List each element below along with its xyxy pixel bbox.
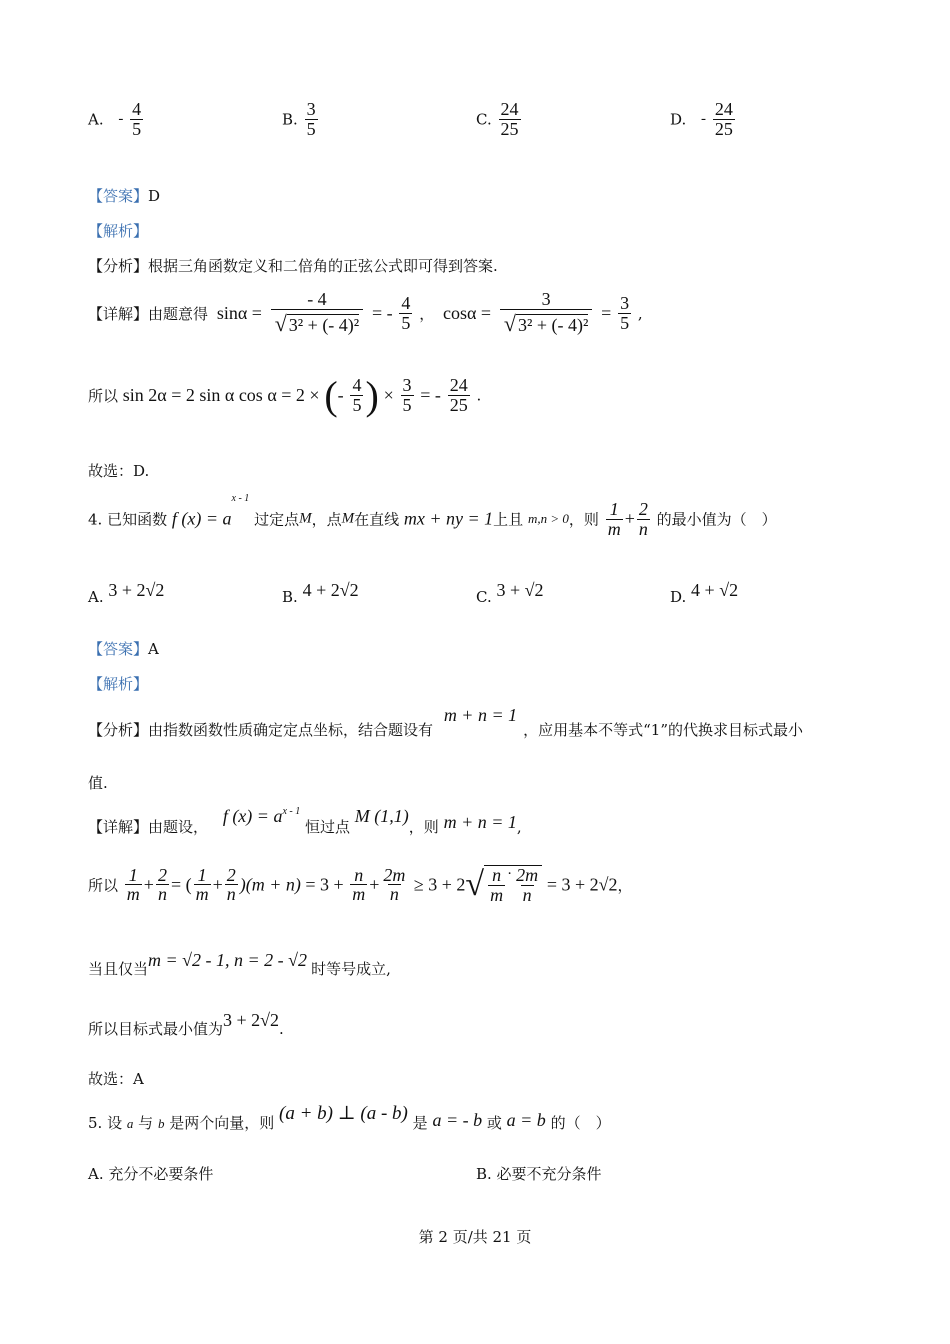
stem-mid3: 在直线 <box>354 510 400 529</box>
fenxi-text1: 由指数函数性质确定定点坐标，结合题设有 <box>148 721 434 739</box>
option-fraction: $\frac{24}{25}$ <box>500 99 519 139</box>
eq-paren: = ( <box>170 874 192 895</box>
eq3: = 3 + <box>300 874 349 895</box>
mid-fraction: $\frac{4}{5}$ <box>352 375 362 415</box>
option-label: C. <box>476 588 492 606</box>
comma: ， <box>617 876 633 895</box>
ineq-f4: $\frac{2}{n}$ <box>226 864 236 905</box>
stem-suffix: 的最小值为（ ） <box>656 510 777 529</box>
fenxi-tag: 【分析】 <box>88 257 149 275</box>
detail-mid2: ，则 <box>408 818 439 836</box>
option-fraction: $\frac{3}{5}$ <box>306 99 316 139</box>
suoyi: 所以 <box>88 387 119 405</box>
fenxi-text2: ，应用基本不等式“1”的代换求目标式最小 <box>523 721 803 739</box>
cos-fraction: $\frac{3}{\text{√ 3² + (- 4)²}}$ <box>500 290 593 337</box>
q5-stem <box>88 1102 611 1133</box>
perp-expr: (a + b) ⊥ (a - b) <box>279 1103 408 1124</box>
detail-eq: m + n = 1 <box>443 812 517 832</box>
line-eq: mx + ny = 1 <box>403 508 494 529</box>
min-text: 所以目标式最小值为 <box>88 1020 224 1038</box>
stem-prefix: 4. 已知函数 <box>88 510 168 529</box>
ineq-f6: $\frac{2m}{n}$ <box>383 864 406 905</box>
point-m: M <box>341 510 355 527</box>
q4-option-b <box>282 580 359 606</box>
q4-inequality <box>88 865 633 905</box>
option-label: D. <box>670 588 687 606</box>
ineq-f2: $\frac{2}{n}$ <box>157 864 167 905</box>
minus-sign: - <box>337 385 344 405</box>
comma: , <box>637 304 643 323</box>
option-label: B. <box>282 588 298 606</box>
q4-stem <box>88 493 777 538</box>
sin-fraction: $\frac{- 4}{\text{√ 3² + (- 4)²}}$ <box>271 290 364 337</box>
q3-fenxi <box>88 255 498 276</box>
sin-expr: sinα = <box>216 302 262 323</box>
stem-mid2: 是 <box>412 1114 428 1132</box>
stem-mid4: 上且 <box>493 510 524 529</box>
sin-result: $\frac{4}{5}$ <box>401 293 411 333</box>
frac2: $\frac{2}{n}$ <box>638 498 648 539</box>
q4-conclusion: 故选：A <box>88 1070 144 1088</box>
ineq-f5: $\frac{n}{m}$ <box>352 864 366 905</box>
q5-option-a: A. 充分不必要条件 <box>88 1165 214 1183</box>
cos-eq: = <box>601 302 612 323</box>
dang-tail: 时等号成立, <box>311 960 391 978</box>
option-fraction: $\frac{24}{25}$ <box>714 99 733 139</box>
detail-fx: f (x) = a <box>222 806 283 826</box>
period: . <box>279 1020 284 1038</box>
detail-point: M (1,1) <box>354 806 409 826</box>
option-value: 4 + √2 <box>691 580 739 600</box>
detail-text: 由题意得 <box>148 304 209 323</box>
vec-b: b <box>157 1116 165 1131</box>
q5-option-b: B. 必要不充分条件 <box>476 1165 602 1183</box>
fenxi-text: 根据三角函数定义和二倍角的正弦公式即可得到答案. <box>148 257 498 275</box>
sqrt-sign: √ <box>465 865 485 903</box>
q3-analysis-tag: 【解析】 <box>88 222 149 240</box>
q3-conclusion: 故选：D. <box>88 462 150 480</box>
option-value: 3 + √2 <box>496 580 544 600</box>
stem-mid2: ，点 <box>311 510 342 529</box>
line3-tail: = 3 + 2√2 <box>546 874 618 895</box>
q3-option-b <box>282 100 320 139</box>
sin-eq: = - <box>371 302 393 323</box>
cond2: a = b <box>506 1110 546 1130</box>
answer-value: D <box>148 187 161 205</box>
dang-expr: m = √2 - 1, n = 2 - √2 <box>148 950 308 970</box>
plus: + <box>212 874 223 895</box>
answer-tag: 【答案】 <box>88 187 149 205</box>
mn-paren: )(m + n) <box>239 874 301 895</box>
stem-mid5: ，则 <box>568 510 599 529</box>
sqrt-body: $\frac{n}{m}$ · $\frac{2m}{n}$ <box>484 865 542 905</box>
option-value: 3 + 2√2 <box>108 580 165 600</box>
fenxi-eq: m + n = 1 <box>443 705 518 725</box>
q4-dang <box>88 950 391 979</box>
q4-option-a <box>88 580 164 606</box>
option-label: A. <box>88 110 104 129</box>
detail-tag: 【详解】 <box>88 304 149 323</box>
q3-detail <box>88 290 643 337</box>
stem-suffix: 的（ ） <box>550 1114 611 1132</box>
stem-fx: f (x) = a <box>171 508 232 529</box>
huo: 或 <box>486 1114 502 1132</box>
q4-analysis-tag: 【解析】 <box>88 675 149 693</box>
dang: 当且仅当 <box>88 960 149 978</box>
stem-cond: m,n > 0 <box>527 511 569 526</box>
detail-tag: 【详解】 <box>88 818 149 836</box>
q3-answer <box>88 185 160 206</box>
frac1: $\frac{1}{m}$ <box>607 498 621 539</box>
answer-value: A <box>148 640 159 658</box>
q3-sin2-line <box>88 372 481 419</box>
q4-fenxi-line2: 值. <box>88 774 108 792</box>
geq: ≥ 3 + 2 <box>409 874 466 895</box>
q3-option-a <box>88 100 145 139</box>
stem-prefix: 5. 设 <box>88 1114 123 1132</box>
fenxi-tag: 【分析】 <box>88 721 149 739</box>
ineq-f3: $\frac{1}{m}$ <box>195 864 209 905</box>
right-paren: ) <box>365 373 379 418</box>
plus: + <box>369 874 380 895</box>
result-fraction: $\frac{24}{25}$ <box>449 375 468 415</box>
plus: + <box>624 508 635 529</box>
cos-result: $\frac{3}{5}$ <box>620 293 630 333</box>
plus: + <box>143 874 154 895</box>
option-label: D. <box>670 110 687 129</box>
option-value: 4 + 2√2 <box>302 580 359 600</box>
suoyi: 所以 <box>88 876 119 895</box>
detail-exp: x - 1 <box>282 806 301 817</box>
answer-tag: 【答案】 <box>88 640 149 658</box>
m-fraction: $\frac{3}{5}$ <box>402 375 412 415</box>
vec-a: a <box>126 1116 134 1131</box>
option-sign: - <box>701 110 707 127</box>
point-m: M <box>299 510 312 527</box>
stem-mid: 过定点 <box>254 510 300 529</box>
times: × <box>383 385 394 405</box>
detail-mid: 恒过点 <box>305 818 351 836</box>
option-fraction: $\frac{4}{5}$ <box>132 99 142 139</box>
yu: 与 <box>138 1114 154 1132</box>
q3-option-d <box>670 100 737 139</box>
q4-min <box>88 1010 284 1039</box>
comma: ， <box>419 304 435 323</box>
page-footer: 第 2 页/共 21 页 <box>418 1228 532 1246</box>
option-sign: - <box>118 110 124 127</box>
q4-fenxi-line1 <box>88 705 803 740</box>
min-val: 3 + 2√2 <box>223 1010 280 1030</box>
eq2: = - <box>420 385 441 405</box>
cos-expr: cosα = <box>443 302 492 323</box>
sin2-expr: sin 2α = 2 sin α cos α = 2 × <box>122 385 320 405</box>
period: . <box>476 386 482 405</box>
detail-text: 由题设， <box>148 818 209 836</box>
stem-exp: x - 1 <box>231 493 250 504</box>
option-label: A. <box>88 588 104 606</box>
q3-option-c <box>476 100 523 139</box>
q4-option-c <box>476 580 544 606</box>
q4-option-d <box>670 580 738 606</box>
ineq-f1: $\frac{1}{m}$ <box>126 864 140 905</box>
comma: , <box>516 818 522 836</box>
q4-answer <box>88 638 159 659</box>
stem-mid: 是两个向量，则 <box>169 1114 275 1132</box>
q4-detail <box>88 806 522 837</box>
option-label: C. <box>476 110 492 129</box>
option-label: B. <box>282 110 298 129</box>
cond1: a = - b <box>432 1110 483 1130</box>
left-paren: ( <box>324 373 338 418</box>
